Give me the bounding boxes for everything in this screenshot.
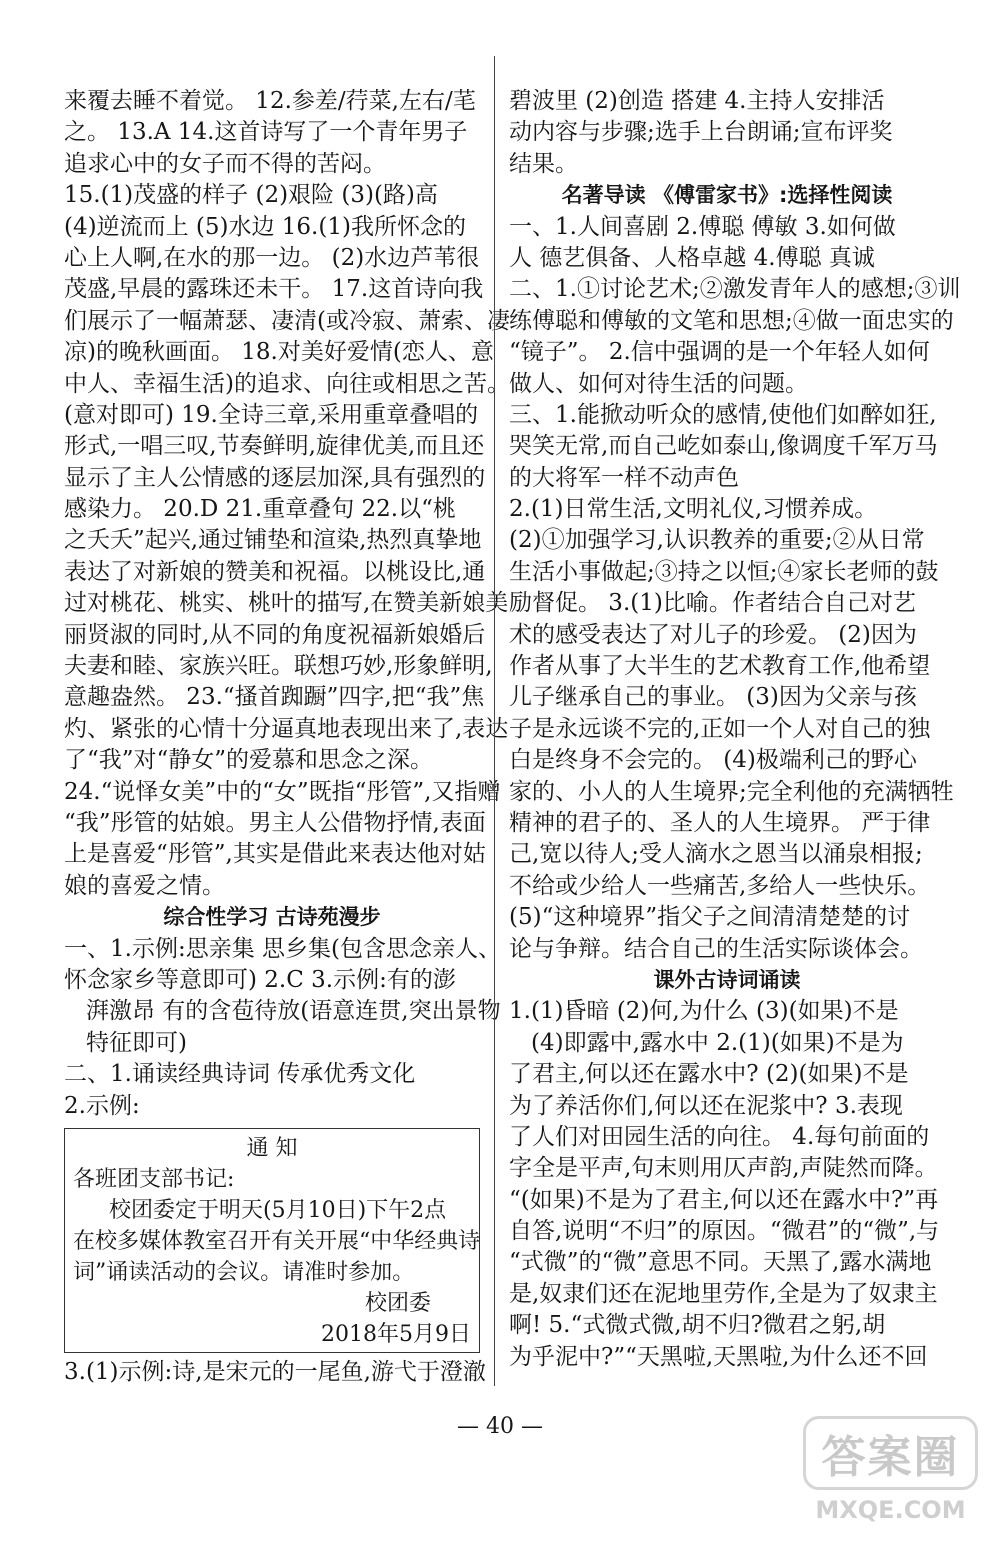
text-line: 子是永远谈不完的,正如一个人对自己的独	[509, 715, 931, 742]
text-line: 家的、小人的人生境界;完全利他的充满牺牲	[509, 778, 954, 805]
text-line: 做人、如何对待生活的问题。	[509, 370, 808, 397]
page-number: — 40 —	[457, 1414, 543, 1439]
text-line: 了君主,何以还在露水中? (2)(如果)不是	[509, 1061, 909, 1088]
text-line: 论与争辩。结合自己的生活实际谈体会。	[509, 935, 923, 962]
text-line: 励督促。 3.(1)比喻。作者结合自己对艺	[509, 590, 916, 617]
text-line: 1.(1)昏暗 (2)何,为什么 (3)(如果)不是	[509, 998, 899, 1025]
text-line: 意趣盎然。 23.“搔首踟蹰”四字,把“我”焦	[64, 684, 485, 711]
left-column	[64, 86, 510, 1388]
text-line: 感染力。 20.D 21.重章叠句 22.以“桃	[64, 496, 456, 523]
section-heading-kewai: 课外古诗词诵读	[653, 967, 801, 992]
watermark-logo: 答案圈	[803, 1416, 978, 1490]
text-line: (意对即可) 19.全诗三章,采用重章叠唱的	[64, 401, 479, 428]
text-line: (4)逆流而上 (5)水边 16.(1)我所怀念的	[64, 213, 466, 240]
text-line: 碧波里 (2)创造 搭建 4.主持人安排活	[509, 88, 885, 114]
text-line: 三、1.能掀动听众的感情,使他们如醉如狂,	[509, 401, 937, 428]
right-text-block-c	[509, 996, 945, 1373]
text-line: 湃激昂 有的含苞待放(语意连贯,突出景物	[86, 998, 501, 1025]
text-line: 白是终身不会完的。 (4)极端利己的野心	[509, 747, 917, 774]
text-line: “我”彤管的姑娘。男主人公借物抒情,表面	[64, 809, 486, 836]
text-line: 24.“说怿女美”中的“女”既指“彤管”,又指赠	[64, 778, 501, 805]
text-line: 为乎泥中?”“天黑啦,天黑啦,为什么还不回	[509, 1343, 928, 1370]
text-line: 啊! 5.“式微式微,胡不归?微君之躬,胡	[509, 1312, 886, 1339]
text-line: 来覆去睡不着觉。 12.参差/荇菜,左右/芼	[64, 88, 476, 114]
text-line: 中人、幸福生活)的追求、向往或相思之苦。	[64, 370, 510, 397]
text-line: 术的感受表达了对儿子的珍爱。 (2)因为	[509, 621, 917, 648]
notice-signer: 校团委	[364, 1290, 431, 1316]
text-line: 作者从事了大半生的艺术教育工作,他希望	[509, 653, 931, 680]
text-line: 为了养活你们,何以还在泥浆中? 3.表现	[509, 1092, 903, 1119]
text-line: 己,宽以待人;受人滴水之恩当以涌泉相报;	[509, 841, 923, 868]
right-column	[509, 86, 961, 1373]
notice-body-line: 在校多媒体教室召开有关开展“中华经典诗	[73, 1228, 481, 1254]
text-line: 灼、紧张的心情十分逼真地表现出来了,表达	[64, 715, 509, 742]
text-line: (5)“这种境界”指父子之间清清楚楚的讨	[509, 904, 911, 931]
text-line: (4)即露中,露水中 2.(1)(如果)不是为	[531, 1029, 904, 1056]
text-line: 人 德艺俱备、人格卓越 4.傅聪 真诚	[509, 244, 875, 271]
section-heading-mingzhu: 名著导读 《傅雷家书》:选择性阅读	[561, 183, 893, 208]
text-line: 夫妻和睦、家族兴旺。联想巧妙,形象鲜明,	[64, 653, 493, 680]
notice-box	[64, 1128, 480, 1353]
text-line: 15.(1)茂盛的样子 (2)艰险 (3)(路)高	[64, 182, 438, 209]
text-line: 上是喜爱“彤管”,其实是借此来表达他对姑	[64, 841, 486, 868]
text-line: 娘的喜爱之情。	[64, 872, 225, 899]
text-line: 儿子继承自己的事业。 (3)因为父亲与孩	[509, 684, 917, 711]
left-text-block-b	[64, 934, 501, 1122]
text-line: 自答,说明“不归”的原因。“微君”的“微”,与	[509, 1218, 940, 1245]
notice-salutation: 各班团支部书记:	[73, 1166, 235, 1192]
text-line: 表达了对新娘的赞美和祝福。以桃设比,通	[64, 558, 486, 585]
text-line: 凉)的晚秋画面。 18.对美好爱情(恋人、意	[64, 339, 494, 366]
text-line: 结果。	[509, 150, 578, 177]
text-line: 3.(1)示例:诗,是宋元的一尾鱼,游弋于澄澈	[64, 1358, 486, 1385]
right-text-block-a	[509, 86, 945, 180]
text-line: 了人们对田园生活的向往。 4.每句前面的	[509, 1123, 930, 1150]
text-line: “式微”的“微”意思不同。天黑了,露水满地	[509, 1249, 932, 1276]
text-line: 2.(1)日常生活,文明礼仪,习惯养成。	[509, 496, 878, 523]
text-line: 怀念家乡等意即可) 2.C 3.示例:有的澎	[64, 966, 456, 993]
text-line: 二、1.诵读经典诗词 传承优秀文化	[64, 1061, 416, 1088]
text-line: 哭笑无常,而自己屹如泰山,像调度千军万马	[509, 433, 938, 460]
text-line: 练傅聪和傅敏的文笔和思想;④做一面忠实的	[509, 307, 954, 334]
text-line: 心上人啊,在水的那一边。 (2)水边芦苇很	[64, 244, 480, 271]
text-line: 2.示例:	[64, 1092, 140, 1119]
text-line: 二、1.①讨论艺术;②激发青年人的感想;③训	[509, 276, 961, 303]
text-line: “镜子”。 2.信中强调的是一个年轻人如何	[509, 339, 930, 366]
text-line: 了“我”对“静女”的爱慕和思念之深。	[64, 747, 434, 774]
text-line: 丽贤淑的同时,从不同的角度祝福新娘婚后	[64, 621, 486, 648]
text-line: 字全是平声,句末则用仄声韵,声陡然而降。	[509, 1155, 938, 1182]
text-line: 之夭夭”起兴,通过铺垫和渲染,热烈真挚地	[64, 527, 482, 554]
text-line: 是,奴隶们还在泥地里劳作,全是为了奴隶主	[509, 1280, 938, 1307]
text-line: “(如果)不是为了君主,何以还在露水中?”再	[509, 1186, 939, 1213]
text-line: 追求心中的女子而不得的苦闷。	[64, 150, 386, 177]
right-text-block-b	[509, 212, 961, 965]
text-line: (2)①加强学习,认识教养的重要;②从日常	[509, 527, 925, 554]
text-line: 形式,一唱三叹,节奏鲜明,旋律优美,而且还	[64, 433, 485, 460]
text-line: 一、1.示例:思亲集 思乡集(包含思念亲人、	[64, 935, 501, 962]
notice-body-line: 词”诵读活动的会议。请准时参加。	[73, 1259, 415, 1285]
text-line: 动内容与步骤;选手上台朗诵;宣布评奖	[509, 119, 893, 146]
text-line: 们展示了一幅萧瑟、凄清(或冷寂、萧索、凄	[64, 307, 510, 334]
text-line: 显示了主人公情感的逐层加深,具有强烈的	[64, 464, 486, 491]
text-line: 不给或少给人一些痛苦,多给人一些快乐。	[509, 872, 931, 899]
notice-body-line: 校团委定于明天(5月10日)下午2点	[109, 1197, 447, 1223]
left-text-block-a	[64, 86, 510, 902]
section-heading-zonghexing: 综合性学习 古诗苑漫步	[163, 905, 381, 930]
text-line: 之。 13.A 14.这首诗写了一个青年男子	[64, 119, 468, 146]
text-line: 特征即可)	[86, 1029, 187, 1056]
text-line: 茂盛,早晨的露珠还未干。 17.这首诗向我	[64, 276, 484, 303]
text-line: 的大将军一样不动声色	[509, 464, 739, 491]
notice-title: 通 知	[246, 1135, 298, 1161]
text-line: 一、1.人间喜剧 2.傅聪 傅敏 3.如何做	[509, 213, 896, 240]
left-text-block-c	[64, 1357, 486, 1388]
watermark	[803, 1416, 978, 1526]
text-line: 精神的君子的、圣人的人生境界。 严于律	[509, 809, 931, 836]
text-line: 生活小事做起;③持之以恒;④家长老师的鼓	[509, 558, 939, 585]
notice-date: 2018年5月9日	[321, 1321, 471, 1347]
watermark-url: MXQE.COM	[815, 1496, 966, 1524]
text-line: 过对桃花、桃实、桃叶的描写,在赞美新娘美	[64, 590, 509, 617]
